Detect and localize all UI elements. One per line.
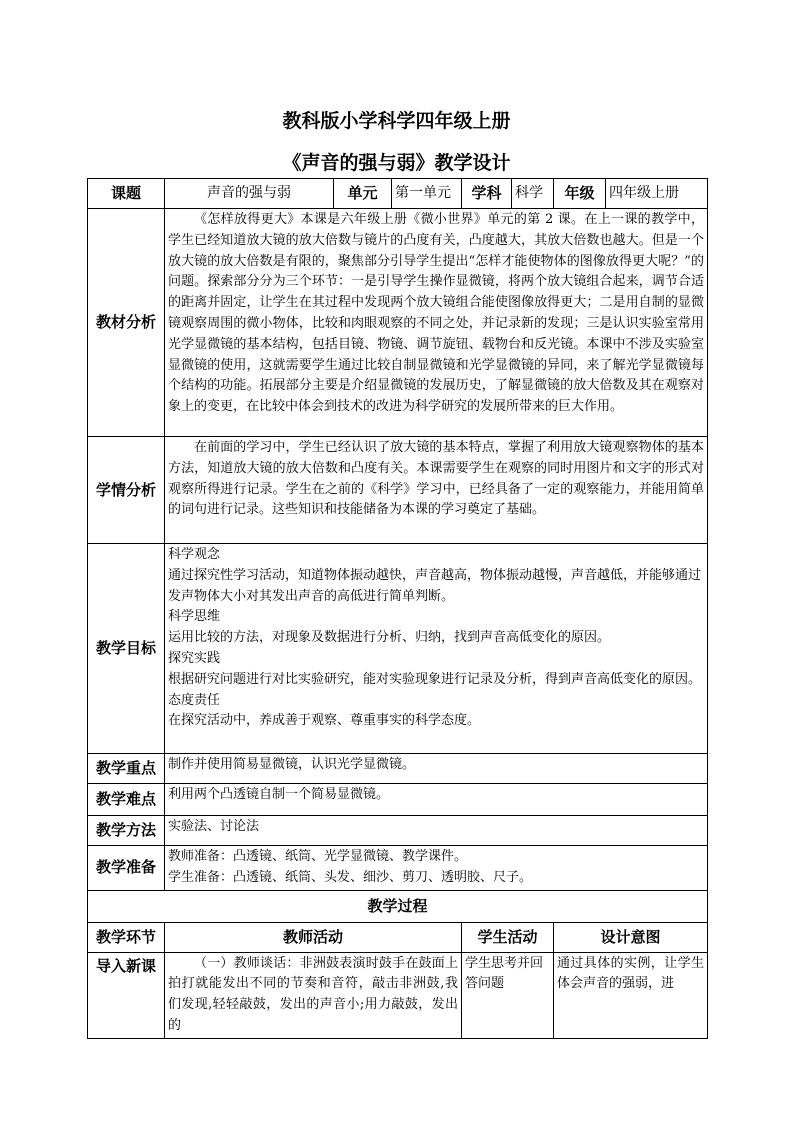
col-intent-header: 设计意图 xyxy=(554,922,708,952)
goal-heading-thinking: 科学思维 xyxy=(168,609,221,625)
unit-value: 第一单元 xyxy=(392,179,462,209)
grade-label: 年级 xyxy=(554,179,606,209)
goal-text-attitude: 在探究活动中，养成善于观察、尊重事实的科学态度。 xyxy=(168,713,481,729)
learners-row xyxy=(88,437,708,544)
subject-value: 科学 xyxy=(512,179,554,209)
process-student-text: 学生思考并回答问题 xyxy=(462,952,554,1038)
grade-value: 四年级上册 xyxy=(606,179,708,209)
prep-row xyxy=(88,846,708,891)
analysis-text: 《怎样放得更大》本课是六年级上册《微小世界》单元的第 2 课。在上一课的教学中，学生已经知道放大镜的放大倍数与镜片的凸度有关，凸度越大，其放大倍数也越大。但是一个放大镜的放大倍数是有限的，聚焦部分引导学生提出“怎样才能使物体的图像放得更大呢？”的问题。探索部分分为三个环节：一是引导学生操作显微镜，将两个放大镜组合起来，调节合适的距离并固定，让学生在其过程中发现两个放大镜组合能使图像放得更大；二是用自制的显微镜观察周围的微小物体，比较和肉眼观察的不同之处，并记录新的发现；三是认识实验室常用光学显微镜的基本结构，包括目镜、物镜、调节旋钮、载物台和反光镜。本课中不涉及实验室显微镜的使用，这就需要学生通过比较自制显微镜和光学显微镜的异同，来了解光学显微镜每个结构的功能。拓展部分主要是介绍显微镜的发展历史，了解显微镜的放大倍数及其在观察对象上的变更，在比较中体会到技术的改进为科学研究的发展所带来的巨大作用。 xyxy=(168,212,704,415)
methods-row xyxy=(88,816,708,846)
process-intent-text: 通过具体的实例，让学生体会声音的强弱，进 xyxy=(554,952,708,1038)
prep-teacher-text: 教师准备：凸透镜、纸筒、光学显微镜、教学课件。 xyxy=(168,849,468,864)
goals-label: 教学目标 xyxy=(88,544,165,754)
goal-text-practice: 根据研究问题进行对比实验研究，能对实验现象进行记录及分析，得到声音高低变化的原因。 xyxy=(168,671,702,687)
process-stage: 导入新课 xyxy=(88,952,165,1038)
difficulty-label: 教学难点 xyxy=(88,784,165,816)
analysis-row xyxy=(88,209,708,437)
lesson-plan-table xyxy=(87,178,708,1039)
goal-text-thinking: 运用比较的方法，对现象及数据进行分析、归纳，找到声音高低变化的原因。 xyxy=(168,630,611,646)
process-title-row xyxy=(88,890,708,922)
goal-heading-concept: 科学观念 xyxy=(168,547,221,562)
info-row xyxy=(88,179,708,209)
goals-row xyxy=(88,544,708,754)
process-title: 教学过程 xyxy=(88,890,708,922)
process-teacher-text: （一）教师谈话：非洲鼓表演时鼓手在鼓面上拍打就能发出不同的节奏和音符，敲击非洲鼓,我们发现,轻轻敲鼓，发出的声音小;用力敲鼓，发出的 xyxy=(168,955,458,1033)
learners-label: 学情分析 xyxy=(88,437,165,544)
subject-label: 学科 xyxy=(462,179,512,209)
process-header-row xyxy=(88,922,708,952)
key-points-row xyxy=(88,754,708,784)
key-points-label: 教学重点 xyxy=(88,754,165,784)
document-title: 教科版小学科学四年级上册 xyxy=(282,110,511,132)
goal-heading-practice: 探究实践 xyxy=(168,650,221,666)
goal-heading-attitude: 态度责任 xyxy=(168,692,221,708)
difficulty-text: 利用两个凸透镜自制一个简易显微镜。 xyxy=(165,784,708,816)
difficulty-row xyxy=(88,784,708,816)
col-student-header: 学生活动 xyxy=(462,922,554,952)
methods-text: 实验法、讨论法 xyxy=(165,816,708,846)
topic-label: 课题 xyxy=(88,179,165,209)
prep-label: 教学准备 xyxy=(88,846,165,891)
analysis-label: 教材分析 xyxy=(88,209,165,437)
unit-label: 单元 xyxy=(334,179,392,209)
key-points-text: 制作并使用简易显微镜，认识光学显微镜。 xyxy=(165,754,708,784)
methods-label: 教学方法 xyxy=(88,816,165,846)
topic-value: 声音的强与弱 xyxy=(165,179,334,209)
process-row xyxy=(88,952,708,1038)
prep-student-text: 学生准备：凸透镜、纸筒、头发、细沙、剪刀、透明胶、尺子。 xyxy=(168,869,533,885)
col-teacher-header: 教师活动 xyxy=(165,922,462,952)
lesson-title: 《声音的强与弱》教学设计 xyxy=(282,152,511,174)
goal-text-concept: 通过探究性学习活动，知道物体振动越快，声音越高，物体振动越慢，声音越低，并能够通过发声物体大小对其发出声音的高低进行简单判断。 xyxy=(168,567,702,604)
col-stage-header: 教学环节 xyxy=(88,922,165,952)
learners-text: 在前面的学习中，学生已经认识了放大镜的基本特点，掌握了利用放大镜观察物体的基本方法，知道放大镜的放大倍数和凸度有关。本课需要学生在观察的同时用图片和文字的形式对观察所得进行记录。学生在之前的《科学》学习中，已经具备了一定的观察能力，并能用简单的词句进行记录。这些知识和技能储备为本课的学习奠定了基础。 xyxy=(168,440,704,518)
